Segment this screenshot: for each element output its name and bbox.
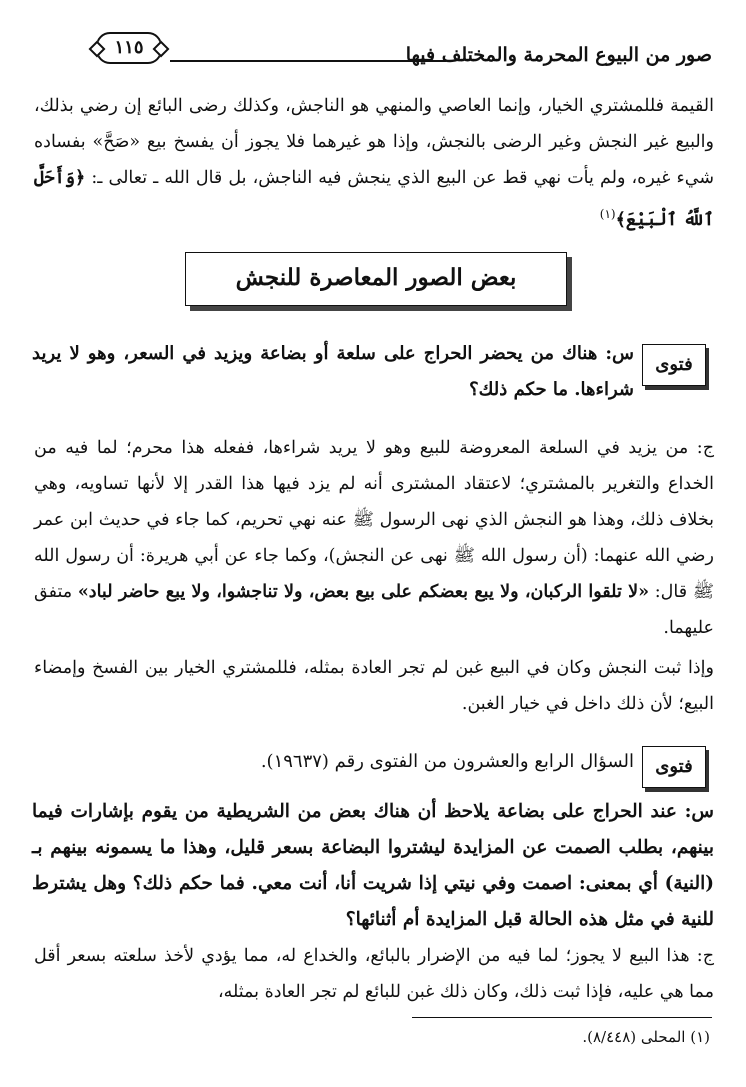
fatwa1-answer-text: ج: من يزيد في السلعة المعروضة للبيع وهو لا يريد شراءها، ففعله هذا محرم؛ لما فيه من الخداع والتغرير بالمشتري؛ لاعتقاد المشترى أنه لم يزد فيها هذا القدر إلا لأنها تساويه، وهي بخلاف ذلك، وهذا هو النجش الذي نهى الرسول ﷺ عنه نهي تحريم، كما جاء في حديث ابن عمر رضي الله عنهما: (أن رسول الله ﷺ نهى عن النجش)، وكما جاء عن أبي هريرة: أن رسول الله ﷺ قال:	[34, 438, 714, 602]
footnote-rule	[412, 1017, 712, 1018]
fatwa1-answer	[34, 430, 714, 646]
footnote-reference: (١)	[599, 207, 616, 221]
fatwa-label: فتوى	[642, 746, 706, 788]
fatwa1-question: س: هناك من يحضر الحراج على سلعة أو بضاعة ويزيد في السعر، وهو لا يريد شراءها. ما حكم ذلك؟	[32, 343, 634, 400]
header-rule	[170, 60, 446, 62]
intro-text: القيمة فللمشتري الخيار، وإنما العاصي والمنهي هو الناجش، وكذلك رضى البائع إن رضي بذلك، والبيع غير النجش وغير الرضى بالنجش، وإذا هو غيرهما فلا يجوز أن يفسخ بيع «صَحَّ» بفساده شيء غيره، ولم يأت نهي قط عن البيع الذي ينجش فيه الناجش، بل قال الله ـ تعالى ـ:	[34, 96, 714, 188]
page-number: ١١٥	[96, 32, 162, 64]
fatwa2-heading: السؤال الرابع والعشرون من الفتوى رقم (١٩٦٣٧).	[260, 751, 634, 772]
footnote: (١) المحلى (٨/٤٤٨).	[582, 1028, 710, 1046]
hadith-quote: «لا تلقوا الركبان، ولا يبع بعضكم على بيع بعض، ولا تناجشوا، ولا يبع حاضر لباد»	[77, 582, 650, 602]
fatwa2-question: س: عند الحراج على بضاعة يلاحظ أن هناك بعض من الشريطية من يقوم بإشارات فيما بينهم، بطلب الصمت عن المزايدة ليشتروا البضاعة بسعر قليل، وهذا ما يسمونه بينهم بـ (النية) أي بمعنى: اصمت وفي نيتي إذا شريت أنا، أنت معي. فما حكم ذلك؟ وهل يشترط للنية في مثل هذه الحالة قبل المزايدة أم أثنائها؟	[32, 801, 714, 930]
running-header-title: صور من البيوع المحرمة والمختلف فيها	[405, 44, 712, 66]
fatwa1-answer-source: متفق عليهما.	[34, 582, 714, 638]
intro-paragraph	[34, 88, 714, 238]
section-heading: بعض الصور المعاصرة للنجش	[185, 252, 567, 306]
fatwa-label: فتوى	[642, 344, 706, 386]
fatwa2-answer: ج: هذا البيع لا يجوز؛ لما فيه من الإضرار بالبائع، والخداع له، مما يؤدي لأخذ سلعته بسعر أقل مما هي عليه، فإذا ثبت ذلك، وكان ذلك غبن للبائع لم تجر العادة بمثله،	[34, 946, 714, 1002]
quran-verse: ﴿وَأَحَلَّ ٱللَّهُ ٱلْبَيْعَ﴾	[34, 168, 714, 230]
fatwa1-answer-paragraph-2: وإذا ثبت النجش وكان في البيع غبن لم تجر العادة بمثله، فللمشتري الخيار بين الفسخ وإمضاء البيع؛ لأن ذلك داخل في خيار الغبن.	[34, 658, 714, 714]
